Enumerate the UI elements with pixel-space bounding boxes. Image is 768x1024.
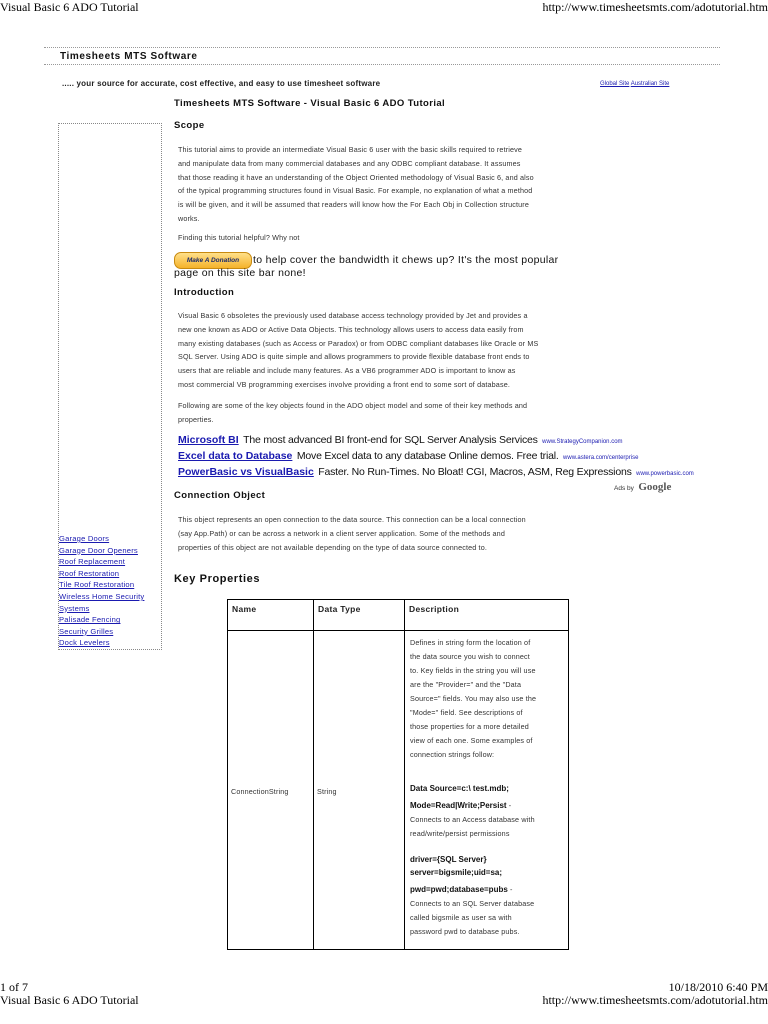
column-header-description: Description — [405, 600, 569, 631]
scope-line: works. — [178, 213, 200, 223]
description-line: are the "Provider=" and the "Data — [410, 680, 522, 689]
print-footer-datetime: 10/18/2010 6:40 PM — [668, 980, 768, 994]
introduction-heading: Introduction — [174, 287, 235, 298]
example2-desc: called bigsmile as user sa with — [410, 913, 512, 922]
scope-line: that those reading it have an understanding of the Object Oriented methodology of Visual Basic 6, and also — [178, 172, 534, 182]
key-properties-heading: Key Properties — [174, 573, 261, 585]
property-name: ConnectionString — [231, 787, 289, 796]
ad-url[interactable]: www.astera.com/centerprise — [563, 455, 639, 461]
example1-code-part: Mode=Read|Write;Persist — [410, 801, 507, 810]
intro-line: most commercial VB programming exercises involve providing a front end to some sort of database. — [178, 379, 510, 389]
ad-link[interactable]: PowerBasic vs VisualBasic — [178, 466, 314, 478]
example2-desc: Connects to an SQL Server database — [410, 899, 535, 908]
print-header-title: Visual Basic 6 ADO Tutorial — [0, 0, 139, 14]
sidebar-item-systems[interactable]: Systems — [59, 603, 90, 613]
sidebar-item-garage-doors[interactable]: Garage Doors — [59, 534, 110, 543]
site-links — [600, 81, 669, 87]
sidebar-item-tile-roof-restoration[interactable]: Tile Roof Restoration — [59, 580, 135, 590]
header-divider-bottom — [44, 64, 720, 65]
intro-line: many existing databases (such as Access or Paradox) or from ODBC compliant databases like Oracle or MS — [178, 338, 539, 348]
sidebar-item-palisade-fencing[interactable]: Palisade Fencing — [59, 615, 121, 625]
key-properties-table — [227, 599, 569, 950]
example1-desc: Connects to an Access database with — [410, 815, 535, 824]
following-paragraph — [178, 399, 618, 427]
introduction-paragraph — [178, 309, 618, 392]
sidebar-item-wireless-home-security[interactable]: Wireless Home Security — [59, 591, 145, 601]
following-line: properties. — [178, 414, 214, 424]
donate-text-2: page on this site bar none! — [174, 267, 306, 279]
cell-name — [228, 631, 314, 950]
connection-object-paragraph — [178, 513, 618, 554]
helpful-text: Finding this tutorial helpful? Why not — [178, 233, 300, 242]
print-header-url: http://www.timesheetsmts.com/adotutorial.htm — [542, 0, 768, 14]
sidebar-item-garage-door-openers[interactable]: Garage Door Openers — [59, 545, 138, 555]
header-divider-top — [44, 47, 720, 48]
ad-link[interactable]: Microsoft BI — [178, 434, 239, 446]
example2-code-line3 — [410, 879, 564, 897]
example1-code-line2 — [410, 795, 564, 813]
description-line: the data source you wish to connect — [410, 652, 530, 661]
ad-link[interactable]: Excel data to Database — [178, 450, 293, 462]
donate-text-1: to help cover the bandwidth it chews up? It's the most popular — [253, 254, 559, 266]
description-line: Source=" fields. You may also use the — [410, 694, 537, 703]
property-type: String — [317, 787, 337, 796]
description-line: view of each one. Some examples of — [410, 736, 533, 745]
sidebar-links — [59, 533, 169, 649]
scope-paragraph — [178, 143, 618, 226]
example2-dash: - — [507, 885, 513, 894]
connection-line: This object represents an open connection to the data source. This connection can be a local connection — [178, 515, 526, 524]
page-title: Timesheets MTS Software - Visual Basic 6 ADO Tutorial — [174, 98, 446, 109]
ad-text: The most advanced BI front-end for SQL Server Analysis Services — [243, 434, 538, 446]
ad-item — [178, 462, 694, 480]
sidebar-item-roof-restoration[interactable]: Roof Restoration — [59, 568, 120, 578]
example2-desc: password pwd to database pubs. — [410, 927, 520, 936]
donate-row — [174, 249, 252, 269]
table-row — [228, 631, 569, 950]
cell-description — [405, 631, 569, 950]
following-line: Following are some of the key objects found in the ADO object model and some of their key methods and — [178, 401, 528, 410]
australian-site-link[interactable]: Australian Site — [630, 81, 670, 87]
global-site-link[interactable]: Global Site — [600, 81, 630, 87]
description-line: to. Key fields in the string you will use — [410, 666, 536, 675]
scope-line: and manipulate data from many commercial databases and any ODBC compliant database. It assumes — [178, 158, 521, 168]
site-tagline: ..... your source for accurate, cost effective, and easy to use timesheet software — [62, 79, 381, 88]
ad-text: Move Excel data to any database Online demos. Free trial. — [296, 450, 559, 462]
intro-line: users that are reliable and include many features. As a VB6 programmer ADO is important to know as — [178, 366, 516, 376]
column-header-data-type: Data Type — [314, 600, 405, 631]
example1-dash: - — [506, 801, 512, 810]
print-footer-page: 1 of 7 — [0, 980, 28, 994]
example2-code: server=bigsmile;uid=sa; — [410, 868, 503, 877]
google-logo: Google — [638, 481, 672, 493]
ad-url[interactable]: www.StrategyCompanion.com — [542, 439, 623, 445]
example1-desc: read/write/persist permissions — [410, 829, 510, 838]
ads-by-label: Ads by — [614, 485, 634, 492]
description-line: "Mode=" field. See descriptions of — [410, 708, 523, 717]
table-header-row — [228, 600, 569, 631]
connection-object-heading: Connection Object — [174, 490, 266, 501]
intro-line: SQL Server. Using ADO is quite simple and allows programmers to provide flexible database front ends to — [178, 352, 530, 362]
column-header-name: Name — [228, 600, 314, 631]
cell-type — [314, 631, 405, 950]
example2-code: driver={SQL Server} — [410, 855, 487, 864]
spacer — [410, 841, 564, 853]
example2-code-part: pwd=pwd;database=pubs — [410, 885, 508, 894]
example1-code: Data Source=c:\ test.mdb; — [410, 784, 509, 793]
description-line: those properties for a more detailed — [410, 722, 529, 731]
sidebar-item-security-grilles[interactable]: Security Grilles — [59, 626, 114, 636]
scope-line: is will be given, and it will be assumed that readers will know how the For Each Obj in Collection structure — [178, 200, 529, 210]
description-line: connection strings follow: — [410, 750, 495, 759]
sidebar-item-dock-levelers[interactable]: Dock Levelers — [59, 638, 110, 648]
print-footer-url: http://www.timesheetsmts.com/adotutorial.htm — [542, 993, 768, 1007]
ad-text: Faster. No Run-Times. No Bloat! CGI, Macros, ASM, Reg Expressions — [318, 466, 632, 478]
connection-line: properties of this object are not available depending on the type of data source connected to. — [178, 542, 487, 552]
scope-line: This tutorial aims to provide an intermediate Visual Basic 6 user with the basic skills required to retrieve — [178, 145, 523, 154]
sidebar-item-roof-replacement[interactable]: Roof Replacement — [59, 557, 126, 567]
intro-line: Visual Basic 6 obsoletes the previously used database access technology provided by Jet and provides a — [178, 311, 528, 320]
spacer — [410, 762, 564, 782]
print-footer-title: Visual Basic 6 ADO Tutorial — [0, 993, 139, 1007]
ads-by-google[interactable] — [614, 477, 671, 495]
scope-line: of the typical programming structures found in Visual Basic. For example, no explanation of what a method — [178, 186, 533, 196]
make-donation-button[interactable]: Make A Donation — [174, 252, 252, 269]
intro-line: new one known as ADO or Active Data Objects. This technology allows users to access data easily from — [178, 324, 524, 334]
ad-url[interactable]: www.powerbasic.com — [636, 471, 694, 477]
scope-heading: Scope — [174, 120, 205, 131]
site-name: Timesheets MTS Software — [60, 51, 198, 62]
description-line: Defines in string form the location of — [410, 638, 531, 647]
connection-line: (say App.Path) or can be across a network in a client server application. Some of the methods and — [178, 528, 505, 538]
